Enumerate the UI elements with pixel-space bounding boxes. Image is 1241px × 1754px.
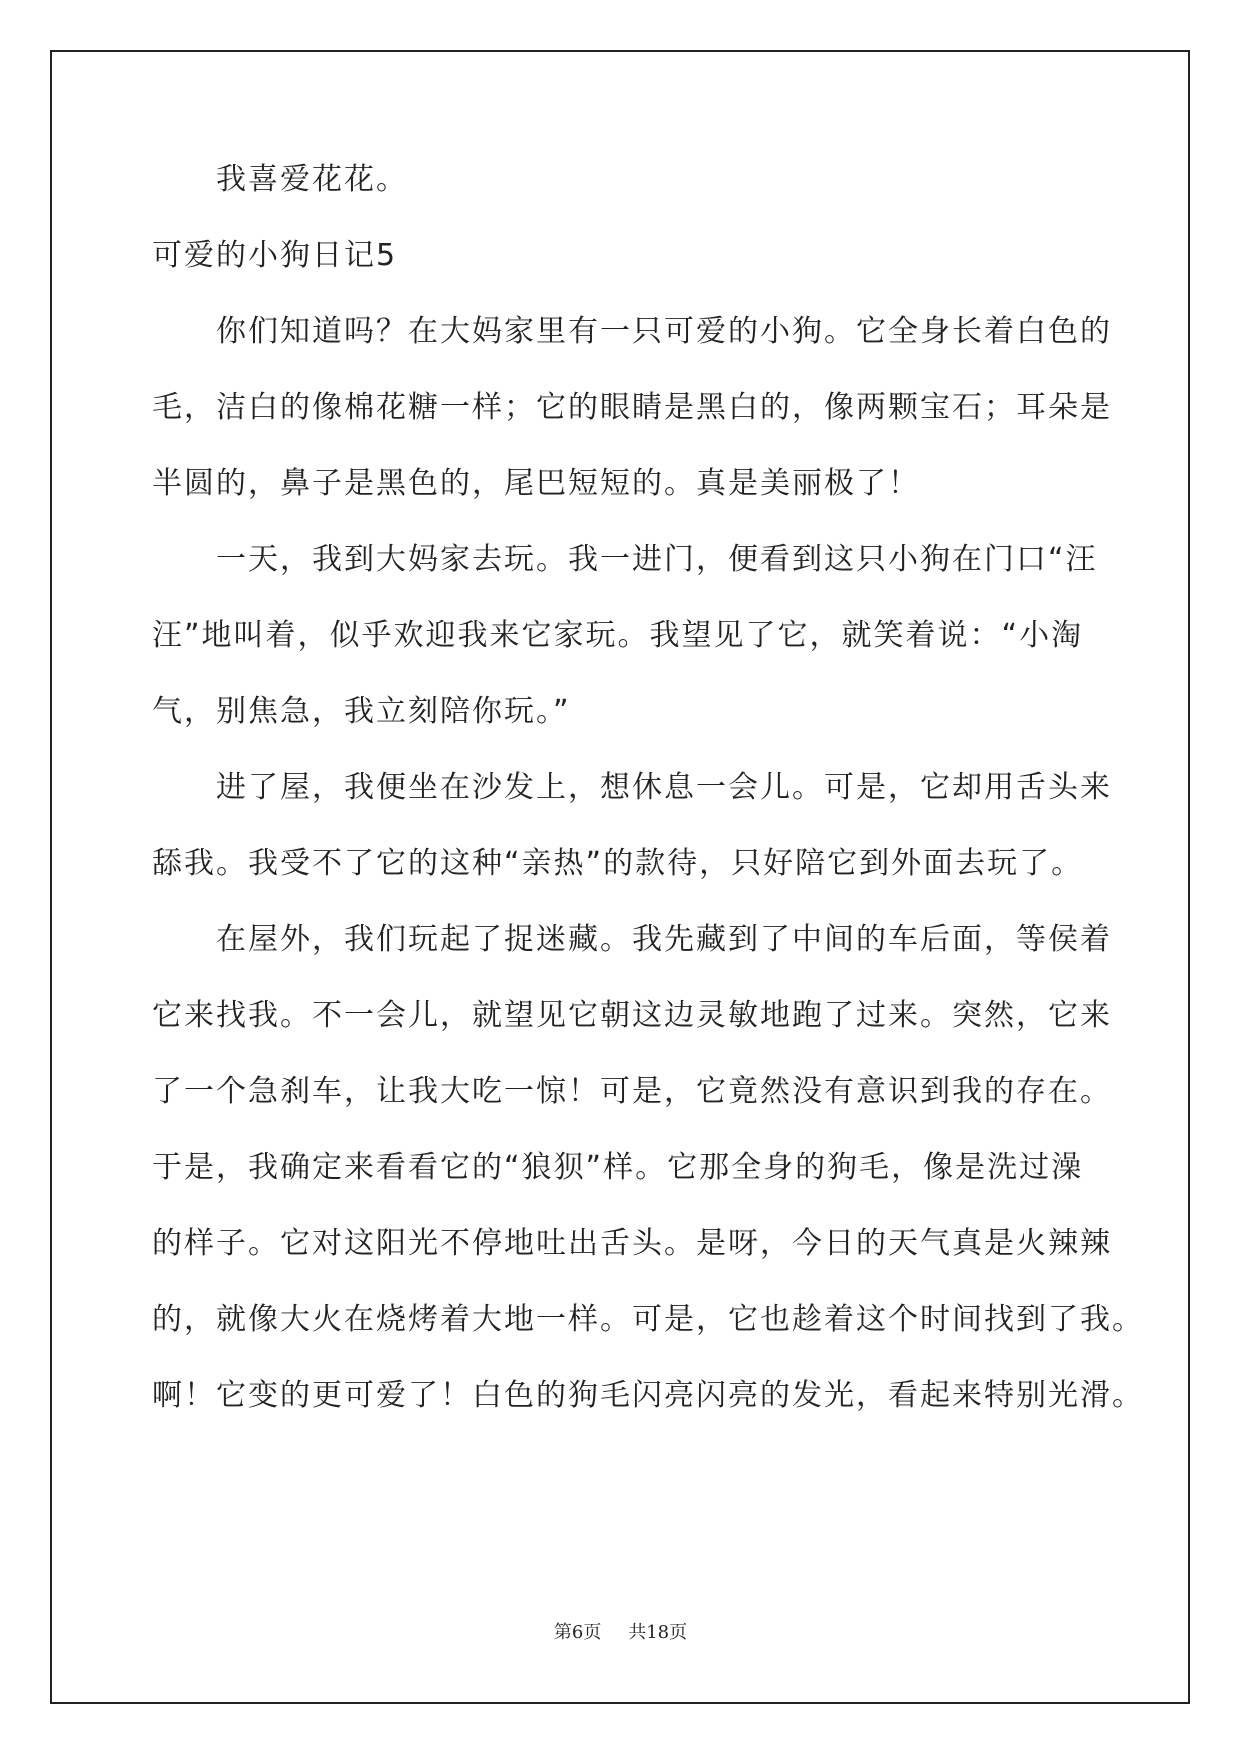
page-footer: [0, 1618, 1241, 1644]
paragraph-line: 半圆的，鼻子是黑色的，尾巴短短的。真是美丽极了！: [152, 466, 920, 501]
paragraph-line: 毛，洁白的像棉花糖一样；它的眼睛是黑白的，像两颗宝石；耳朵是: [152, 390, 1112, 425]
paragraph-line: 进了屋，我便坐在沙发上，想休息一会儿。可是，它却用舌头来: [216, 770, 1112, 805]
paragraph-line: 你们知道吗？在大妈家里有一只可爱的小狗。它全身长着白色的: [216, 314, 1112, 349]
paragraph-line: 一天，我到大妈家去玩。我一进门，便看到这只小狗在门口“汪: [216, 542, 1098, 577]
paragraph-line: 它来找我。不一会儿，就望见它朝这边灵敏地跑了过来。突然，它来: [152, 998, 1112, 1033]
paragraph-line: 在屋外，我们玩起了捉迷藏。我先藏到了中间的车后面，等侯着: [216, 922, 1112, 957]
paragraph-line: 了一个急刹车，让我大吃一惊！可是，它竟然没有意识到我的存在。: [152, 1074, 1112, 1109]
paragraph-line: 舔我。我受不了它的这种“亲热”的款待，只好陪它到外面去玩了。: [152, 846, 1084, 881]
paragraph-line: 我喜爱花花。: [216, 162, 408, 197]
paragraph-line: 于是，我确定来看看它的“狼狈”样。它那全身的狗毛，像是洗过澡: [152, 1150, 1084, 1185]
paragraph-line: 汪”地叫着，似乎欢迎我来它家玩。我望见了它，就笑着说：“小淘: [152, 618, 1084, 653]
section-heading: 可爱的小狗日记5: [152, 238, 398, 273]
paragraph-line: 气，别焦急，我立刻陪你玩。”: [152, 694, 571, 729]
page-number: 第6页: [553, 1622, 602, 1643]
paragraph-line: 的，就像大火在烧烤着大地一样。可是，它也趁着这个时间找到了我。: [152, 1302, 1144, 1337]
paragraph-line: 的样子。它对这阳光不停地吐出舌头。是呀，今日的天气真是火辣辣: [152, 1226, 1112, 1261]
paragraph-line: 啊！它变的更可爱了！白色的狗毛闪亮闪亮的发光，看起来特别光滑。: [152, 1378, 1144, 1413]
page-total: 共18页: [628, 1622, 688, 1643]
